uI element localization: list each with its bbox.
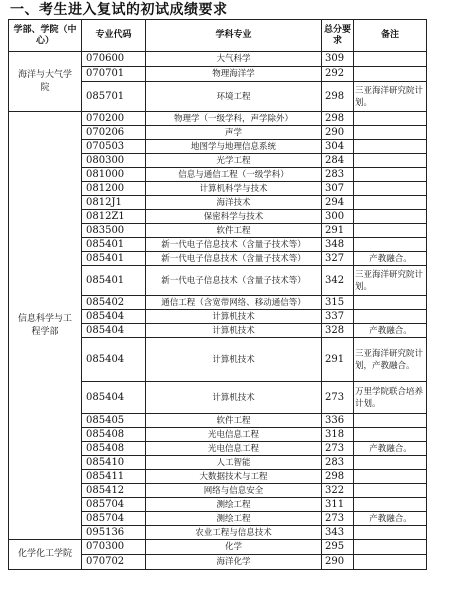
code-cell: 085404 [82,382,146,414]
note-cell [354,210,427,224]
major-cell: 新一代电子信息技术（含量子技术等） [146,252,322,266]
score-cell: 290 [322,555,354,570]
code-cell: 081000 [82,168,146,182]
major-cell: 地图学与地理信息系统 [146,140,322,154]
table-body [9,52,427,570]
code-cell: 085401 [82,238,146,252]
major-cell: 保密科学与技术 [146,210,322,224]
header-code: 专业代码 [82,20,146,52]
score-cell: 291 [322,338,354,382]
major-cell: 新一代电子信息技术（含量子技术等） [146,266,322,296]
code-cell: 070701 [82,67,146,82]
score-cell: 327 [322,252,354,266]
note-cell [354,540,427,555]
score-cell: 307 [322,182,354,196]
note-cell [354,126,427,140]
major-cell: 声学 [146,126,322,140]
code-cell: 095136 [82,526,146,540]
major-cell: 信息与通信工程（一级学科） [146,168,322,182]
major-cell: 计算机科学与技术 [146,182,322,196]
major-cell: 物理海洋学 [146,67,322,82]
major-cell: 人工智能 [146,456,322,470]
note-cell [354,154,427,168]
score-cell: 298 [322,112,354,126]
score-cell: 300 [322,210,354,224]
code-cell: 085401 [82,252,146,266]
major-cell: 新一代电子信息技术（含量子技术等） [146,238,322,252]
score-cell: 295 [322,540,354,555]
code-cell: 070600 [82,52,146,67]
header-major: 学科专业 [146,20,322,52]
score-cell: 273 [322,512,354,526]
table-row [9,112,427,126]
header-note: 备注 [354,20,427,52]
note-cell [354,52,427,67]
score-cell: 294 [322,196,354,210]
code-cell: 083500 [82,224,146,238]
score-cell: 318 [322,428,354,442]
major-cell: 计算机技术 [146,324,322,338]
code-cell: 085411 [82,470,146,484]
note-cell: 三亚海洋研究院计划。 [354,82,427,112]
score-cell: 337 [322,310,354,324]
note-cell: 产教融合。 [354,442,427,456]
code-cell: 085410 [82,456,146,470]
major-cell: 计算机技术 [146,382,322,414]
score-cell: 283 [322,456,354,470]
score-cell: 304 [322,140,354,154]
major-cell: 大气科学 [146,52,322,67]
major-cell: 软件工程 [146,414,322,428]
header-score: 总分要求 [322,20,354,52]
score-cell: 298 [322,470,354,484]
code-cell: 081200 [82,182,146,196]
major-cell: 测绘工程 [146,512,322,526]
code-cell: 085402 [82,296,146,310]
major-cell: 光学工程 [146,154,322,168]
score-cell: 273 [322,382,354,414]
code-cell: 070702 [82,555,146,570]
header-unit: 学部、学院（中心） [9,20,82,52]
score-cell: 328 [322,324,354,338]
note-cell: 产教融合。 [354,324,427,338]
note-cell [354,498,427,512]
code-cell: 0812J1 [82,196,146,210]
score-cell: 336 [322,414,354,428]
note-cell [354,470,427,484]
note-cell [354,182,427,196]
note-cell: 万里学院联合培养计划。 [354,382,427,414]
unit-cell: 信息科学与工程学部 [9,112,82,540]
score-requirements-table [8,19,427,570]
unit-cell: 海洋与大气学院 [9,52,82,112]
code-cell: 085412 [82,484,146,498]
note-cell [354,526,427,540]
major-cell: 计算机技术 [146,310,322,324]
code-cell: 085701 [82,82,146,112]
score-cell: 283 [322,168,354,182]
score-cell: 273 [322,442,354,456]
note-cell [354,428,427,442]
score-cell: 311 [322,498,354,512]
note-cell [354,484,427,498]
note-cell [354,112,427,126]
code-cell: 070300 [82,540,146,555]
note-cell [354,456,427,470]
unit-cell: 化学化工学院 [9,540,82,570]
score-cell: 315 [322,296,354,310]
note-cell [354,238,427,252]
code-cell: 085404 [82,324,146,338]
score-cell: 342 [322,266,354,296]
code-cell: 0812Z1 [82,210,146,224]
major-cell: 大数据技术与工程 [146,470,322,484]
note-cell [354,168,427,182]
score-cell: 292 [322,67,354,82]
major-cell: 光电信息工程 [146,442,322,456]
note-cell [354,67,427,82]
major-cell: 通信工程（含宽带网络、移动通信等） [146,296,322,310]
code-cell: 085404 [82,338,146,382]
code-cell: 085704 [82,512,146,526]
table-row [9,540,427,555]
code-cell: 070200 [82,112,146,126]
note-cell: 产教融合。 [354,512,427,526]
code-cell: 070503 [82,140,146,154]
note-cell [354,224,427,238]
major-cell: 光电信息工程 [146,428,322,442]
code-cell: 085401 [82,266,146,296]
note-cell [354,296,427,310]
score-cell: 309 [322,52,354,67]
major-cell: 环境工程 [146,82,322,112]
code-cell: 080300 [82,154,146,168]
code-cell: 070206 [82,126,146,140]
score-cell: 348 [322,238,354,252]
score-cell: 343 [322,526,354,540]
score-cell: 322 [322,484,354,498]
note-cell [354,310,427,324]
page-title: 一、考生进入复试的初试成绩要求 [10,2,228,18]
major-cell: 计算机技术 [146,338,322,382]
note-cell: 三亚海洋研究院计划。 [354,266,427,296]
code-cell: 085405 [82,414,146,428]
note-cell [354,555,427,570]
code-cell: 085704 [82,498,146,512]
major-cell: 测绘工程 [146,498,322,512]
table-row [9,52,427,67]
note-cell: 产教融合。 [354,252,427,266]
major-cell: 物理学（一级学科，声学除外） [146,112,322,126]
code-cell: 085408 [82,442,146,456]
note-cell [354,196,427,210]
table-header-row [9,20,427,52]
score-cell: 291 [322,224,354,238]
major-cell: 农业工程与信息技术 [146,526,322,540]
score-cell: 290 [322,126,354,140]
major-cell: 海洋化学 [146,555,322,570]
note-cell [354,140,427,154]
score-cell: 298 [322,82,354,112]
note-cell [354,414,427,428]
major-cell: 软件工程 [146,224,322,238]
score-cell: 284 [322,154,354,168]
code-cell: 085408 [82,428,146,442]
major-cell: 化学 [146,540,322,555]
code-cell: 085404 [82,310,146,324]
major-cell: 网络与信息安全 [146,484,322,498]
note-cell: 三亚海洋研究院计划，产教融合。 [354,338,427,382]
major-cell: 海洋技术 [146,196,322,210]
